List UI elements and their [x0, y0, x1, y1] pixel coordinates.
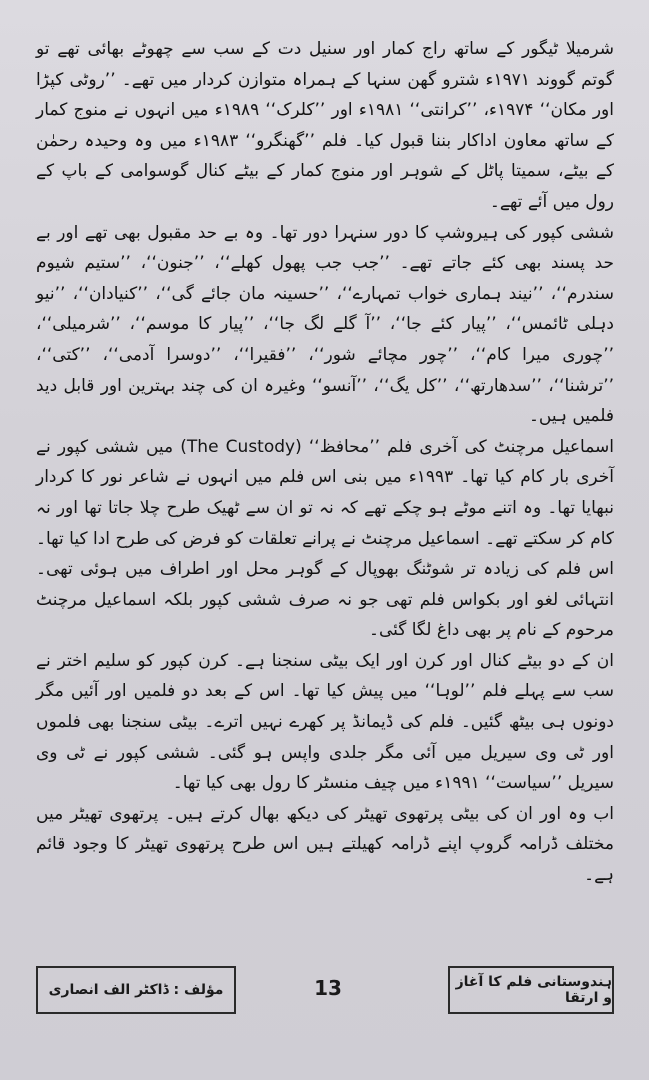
paragraph-last-film: اسماعیل مرچنٹ کی آخری فلم ’’محافظ‘‘ (The Custody) میں ششی کپور نے آخری بار کام کیا تھا۔ ۱۹۹۳ء میں بنی اس فلم میں انہوں نے شاعر نور کا کردار نبھایا تھا۔ وہ اتنے موٹے ہو چکے تھے کہ نہ تو ان سے ٹھیک طرح چلا جاتا تھا اور نہ کام کر سکتے تھے۔ اسماعیل مرچنٹ نے پرانے تعلقات کو فرض کی طرح ادا کیا تھا۔ اس فلم کی زیادہ تر شوٹنگ بھوپال کے گوہر محل اور اطراف میں ہوئی تھی۔ انتہائی لغو اور بکواس فلم تھی جو نہ صرف ششی کپور بلکہ اسماعیل مرچنٹ مرحوم کے نام پر بھی داغ لگا گئی۔ [36, 436, 614, 641]
paragraph-children: ان کے دو بیٹے کنال اور کرن اور ایک بیٹی سنجنا ہے۔ کرن کپور کو سلیم اختر نے سب سے پہلے فلم ’’لوہا‘‘ میں پیش کیا تھا۔ اس کے بعد دو فلمیں اور آئیں مگر دونوں ہی بیٹھ گئیں۔ فلم کی ڈیمانڈ پر کھرے نہیں اترے۔ بیٹی سنجنا بھی فلموں اور ٹی وی سیریل میں آئی مگر جلدی واپس ہو گئی۔ ششی کپور نے ٹی وی سیریل ’’سیاست‘‘ ۱۹۹۱ء میں چیف منسٹر کا رول بھی کیا تھا۔ [36, 650, 614, 794]
paragraph-filmography: شرمیلا ٹیگور کے ساتھ راج کمار اور سنیل دت کے سب سے چھوٹے بھائی تھے تو گوتم گووند ۱۹۷۱ء شترو گھن سنہا کے ہمراہ متوازن کردار میں تھے۔ ’’روٹی کپڑا اور مکان‘‘ ۱۹۷۴ء، ’’کرانتی‘‘ ۱۹۸۱ء اور ’’کلرک‘‘ ۱۹۸۹ء میں انہوں نے منوج کمار کے ساتھ معاون اداکار بننا قبول کیا۔ فلم ’’گھنگرو‘‘ ۱۹۸۳ء میں وہ وحیدہ رحمٰن کے بیٹے، سمیتا پاٹل کے شوہر اور منوج کمار کے بیٹے کنال گوسوامی کے باپ کے رول میں آئے تھے۔ [36, 39, 615, 212]
book-title-label: ہندوستانی فلم کا آغاز و ارتقا [455, 974, 612, 1006]
paragraph-hero-era: ششی کپور کی ہیروشپ کا دور سنہرا دور تھا۔ وہ بے حد مقبول بھی تھے اور بے حد پسند بھی کئے جاتے تھے۔ ’’جب جب پھول کھلے‘‘، ’’جنون‘‘، ’’ستیم شیوم سندرم‘‘، ’’نیند ہماری خواب تمہارے‘‘، ’’حسینہ مان جائے گی‘‘، ’’کنیادان‘‘، ’’نیو دہلی ٹائمس‘‘، ’’پیار کئے جا‘‘، ’’آ گلے لگ جا‘‘، ’’پیار کا موسم‘‘، ’’شرمیلی‘‘، ’’چوری میرا کام‘‘، ’’چور مچائے شور‘‘، ’’فقیرا‘‘، ’’دوسرا آدمی‘‘، ’’کتی‘‘، ’’ترشنا‘‘، ’’سدھارتھ‘‘، ’’کل یگ‘‘، ’’آنسو‘‘ وغیرہ ان کی چند بہترین اور قابل دید فلمیں ہیں۔ [36, 222, 614, 427]
page-body-text [36, 34, 614, 891]
author-box [36, 966, 236, 1014]
page-footer [36, 966, 614, 1018]
author-label: مؤلف : ڈاکٹر الف انصاری [48, 982, 224, 998]
book-title-box [448, 966, 614, 1014]
paragraph-prithvi-theatre: اب وہ اور ان کی بیٹی پرتھوی تھیٹر کی دیکھ بھال کرتے ہیں۔ پرتھوی تھیٹر میں مختلف ڈرامہ گروپ اپنے ڈرامہ کھیلتے ہیں اس طرح پرتھوی تھیٹر کا وجود قائم ہے۔ [36, 803, 614, 886]
page-number: 13 [314, 976, 342, 1000]
